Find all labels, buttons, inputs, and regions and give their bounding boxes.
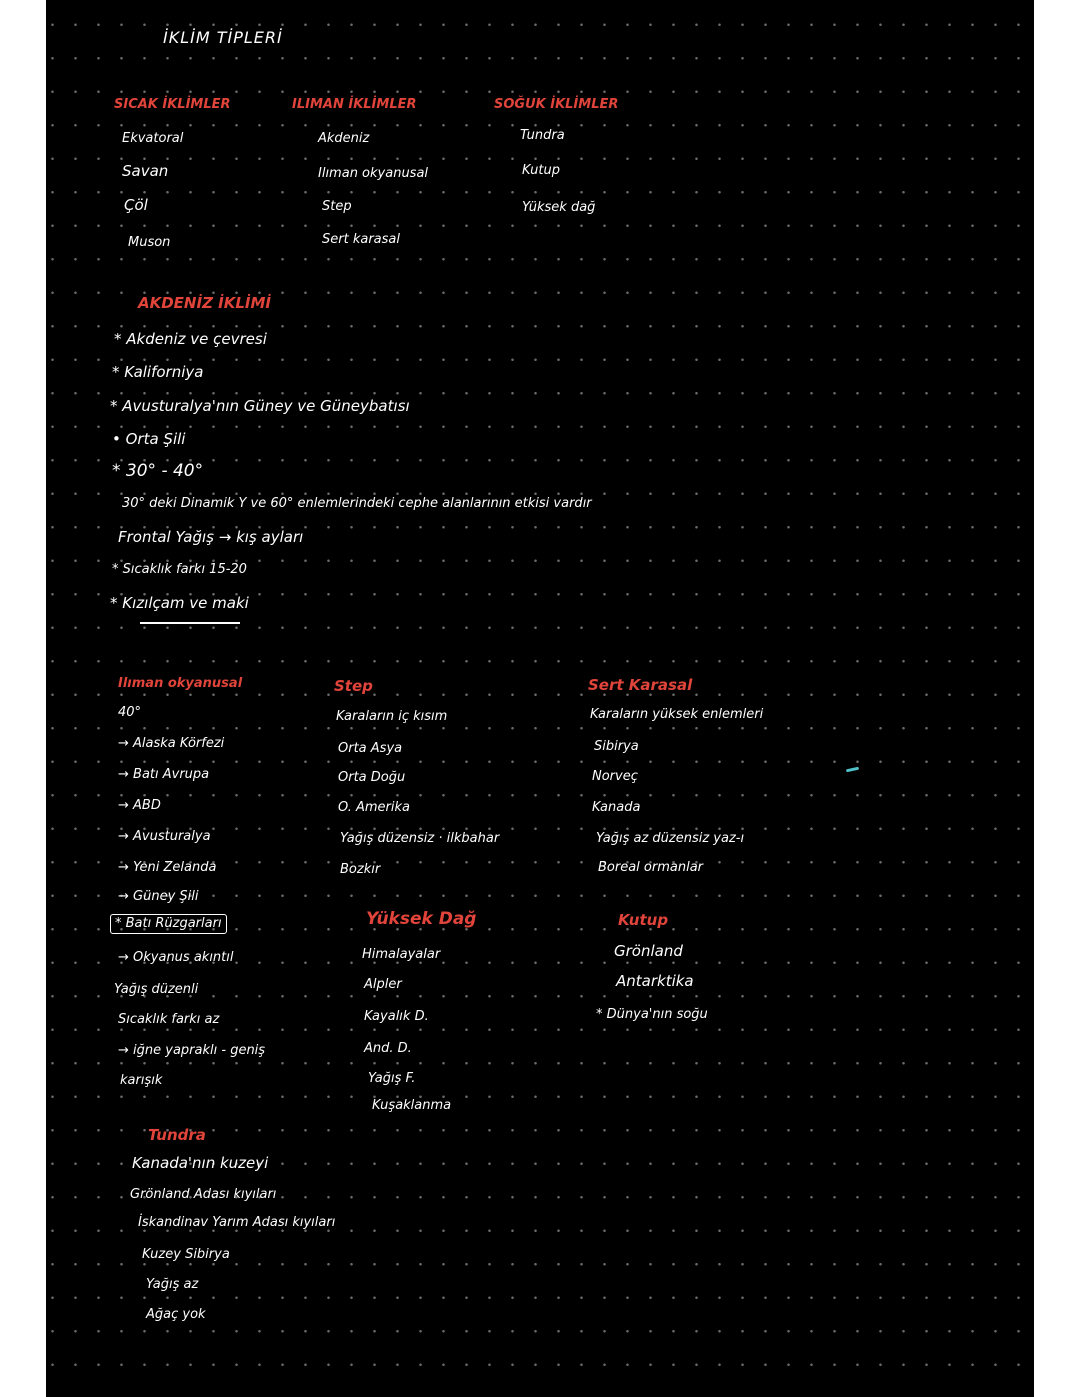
- list-item: Norveç: [592, 769, 638, 784]
- list-item: • Orta Şili: [112, 430, 186, 448]
- list-item: Boreal ormanlar: [598, 860, 704, 875]
- list-item: Kuşaklanma: [372, 1098, 452, 1113]
- list-item: Karaların yüksek enlemleri: [590, 707, 764, 722]
- list-item: Yağış F.: [368, 1071, 416, 1086]
- list-item: * Akdeniz ve çevresi: [114, 330, 267, 348]
- list-item: → Güney Şili: [118, 889, 199, 904]
- list-item: İskandinav Yarım Adası kıyıları: [138, 1215, 336, 1230]
- iliman-heading: ILIMAN İKLİMLER: [292, 97, 417, 112]
- list-item: 30° deki Dinamik Y ve 60° enlemlerindeki cephe alanlarının etkisi vardır: [122, 496, 592, 511]
- list-item: Step: [322, 199, 352, 214]
- sicak-heading: SICAK İKLİMLER: [114, 97, 231, 112]
- list-item: * Avusturalya'nın Güney ve Güneybatısı: [110, 397, 410, 415]
- list-item: Kanada'nın kuzeyi: [132, 1154, 269, 1172]
- list-item: → Alaska Körfezi: [118, 736, 225, 751]
- list-item: Yüksek dağ: [522, 200, 596, 215]
- yuksek-dag-heading: Yüksek Dağ: [366, 909, 477, 929]
- list-item: Kanada: [592, 800, 641, 815]
- list-item: Kutup: [522, 163, 561, 178]
- list-item: Tundra: [520, 128, 565, 143]
- list-item: → iğne yapraklı - geniş: [118, 1043, 266, 1058]
- list-item: Yağış az: [146, 1277, 199, 1292]
- list-item: Ilıman okyanusal: [318, 166, 429, 181]
- list-item: Alpler: [364, 977, 402, 992]
- kutup-heading: Kutup: [618, 911, 669, 929]
- list-item: 40°: [118, 705, 142, 720]
- list-item: * Dünya'nın soğu: [596, 1007, 708, 1022]
- list-item: Sibirya: [594, 739, 639, 754]
- underline: [140, 622, 240, 624]
- list-item: → Yeni Zelanda: [118, 860, 217, 875]
- list-item: → Avusturalya: [118, 829, 211, 844]
- list-item: * Kaliforniya: [112, 363, 204, 381]
- list-item: O. Amerika: [338, 800, 410, 815]
- list-item: Çöl: [124, 196, 148, 214]
- list-item: Sıcaklık farkı az: [118, 1012, 220, 1027]
- list-item: * Kızılçam ve maki: [110, 594, 249, 612]
- iliman-okyanusal-heading: Ilıman okyanusal: [118, 676, 243, 691]
- notebook-page: [46, 0, 1034, 1397]
- step-heading: Step: [334, 677, 373, 695]
- list-item: Himalayalar: [362, 947, 441, 962]
- soguk-heading: SOĞUK İKLİMLER: [494, 97, 619, 112]
- list-item: Orta Doğu: [338, 770, 406, 785]
- list-item: Antarktika: [616, 972, 694, 990]
- list-item: * 30° - 40°: [112, 461, 204, 481]
- list-item: Akdeniz: [318, 131, 370, 146]
- sert-karasal-heading: Sert Karasal: [588, 676, 693, 694]
- list-item: Ekvatoral: [122, 131, 184, 146]
- list-item: Bozkır: [340, 862, 381, 877]
- list-item: Muson: [128, 235, 171, 250]
- page-title: İKLİM TİPLERİ: [163, 28, 283, 47]
- list-item: Kuzey Sibirya: [142, 1247, 230, 1262]
- cyan-mark: [846, 767, 859, 773]
- list-item: → Batı Avrupa: [118, 767, 210, 782]
- list-item: Savan: [122, 162, 169, 180]
- list-item: Karaların iç kısım: [336, 709, 448, 724]
- list-item: Yağış düzenli: [114, 982, 199, 997]
- list-item: Grönland Adası kıyıları: [130, 1187, 277, 1202]
- list-item: Sert karasal: [322, 232, 400, 247]
- list-item: Yağış düzensiz · ilkbahar: [340, 831, 500, 846]
- list-item: Kayalık D.: [364, 1009, 429, 1024]
- bati-ruzgarlari-box: * Batı Rüzgarları: [110, 914, 227, 934]
- list-item: Ağaç yok: [146, 1307, 206, 1322]
- list-item: → Okyanus akıntıl: [118, 950, 234, 965]
- list-item: * Sıcaklık farkı 15-20: [112, 562, 247, 577]
- list-item: Frontal Yağış → kış ayları: [118, 528, 304, 546]
- list-item: Yağış az düzensiz yaz-ı: [596, 831, 745, 846]
- list-item: karışık: [120, 1073, 163, 1088]
- list-item: Grönland: [614, 942, 683, 960]
- list-item: → ABD: [118, 798, 161, 813]
- list-item: Orta Asya: [338, 741, 403, 756]
- tundra-heading: Tundra: [148, 1126, 206, 1144]
- list-item: And. D.: [364, 1041, 412, 1056]
- akdeniz-heading: AKDENİZ İKLİMİ: [138, 294, 272, 312]
